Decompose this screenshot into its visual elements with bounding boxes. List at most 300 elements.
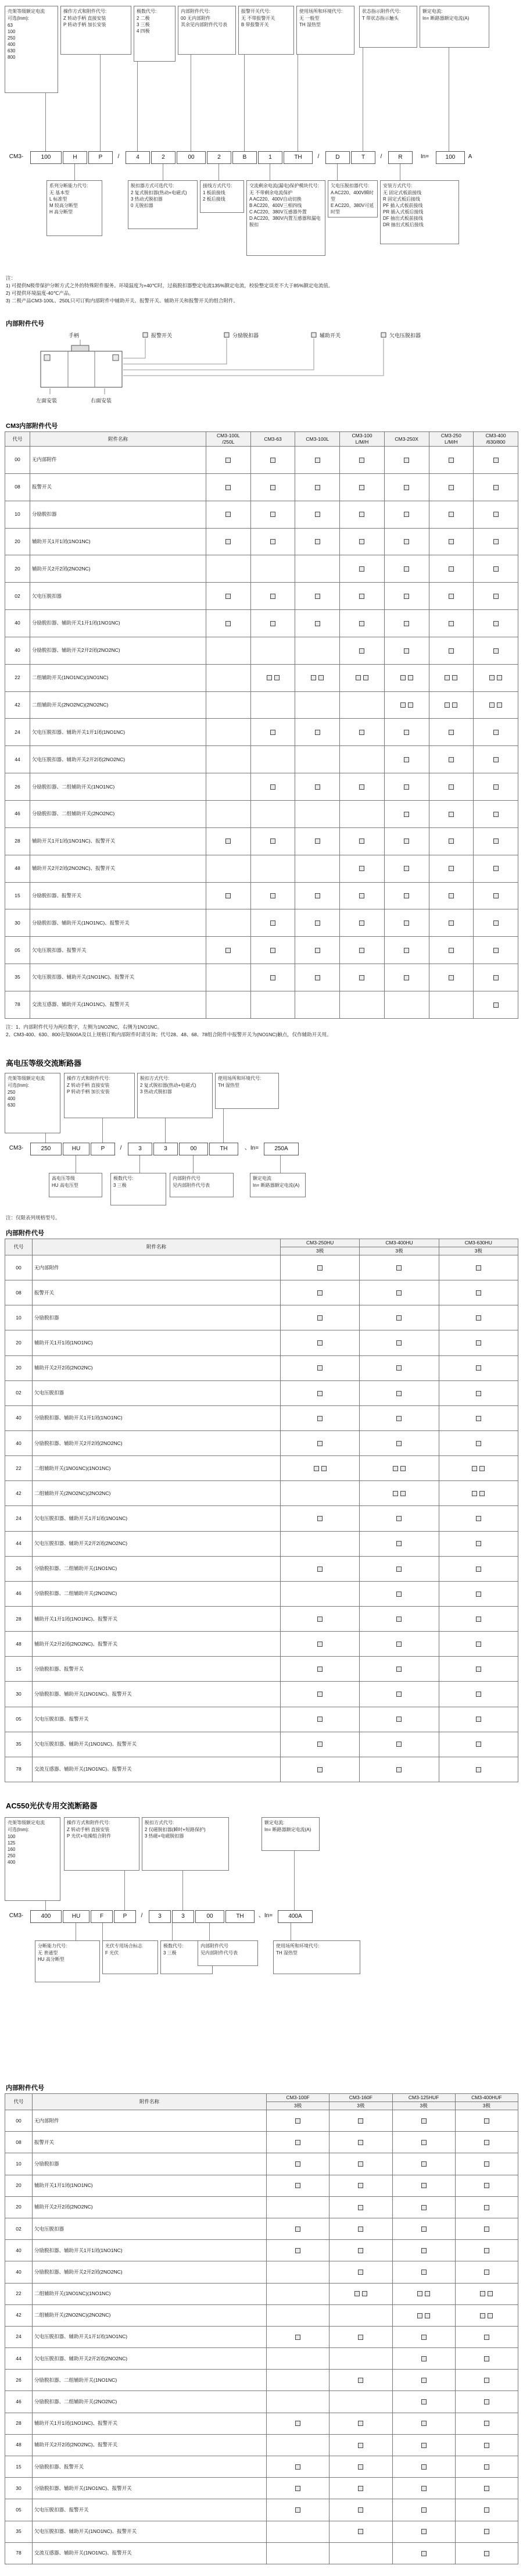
accessory-name: 欠电压脱扣器	[30, 583, 206, 610]
accessory-name: 交流互感器、辅助开关(1NO1NC)、报警开关	[30, 991, 206, 1018]
availability-cell	[360, 1506, 439, 1531]
availability-mark	[404, 566, 409, 572]
diagram-notes	[6, 274, 517, 305]
table-row	[5, 610, 518, 637]
availability-mark	[476, 1441, 481, 1446]
connector-line	[100, 55, 101, 151]
table-row	[5, 2175, 518, 2196]
availability-cell	[267, 2456, 329, 2478]
availability-mark	[396, 1441, 402, 1446]
annotation-item: 125	[8, 1840, 16, 1846]
availability-mark	[476, 1541, 481, 1546]
table-row	[5, 773, 518, 801]
availability-cell	[360, 1280, 439, 1305]
annotation-box-top	[142, 1817, 229, 1871]
annotation-title: 额定电流:	[264, 1820, 285, 1825]
availability-mark	[270, 893, 275, 898]
accessory-code: 40	[5, 1430, 33, 1455]
availability-mark	[225, 594, 231, 599]
annotation-item: 见内部附件代号表	[173, 1183, 210, 1188]
availability-mark	[479, 1466, 485, 1471]
model-code-box: 00	[177, 151, 206, 164]
annotation-item: In= 断路器额定电流(A)	[253, 1183, 300, 1188]
availability-mark	[314, 1466, 319, 1471]
availability-cell	[455, 2413, 518, 2434]
availability-cell	[384, 991, 429, 1018]
availability-cell	[474, 501, 518, 528]
availability-mark	[476, 1742, 481, 1747]
availability-cell	[360, 1355, 439, 1380]
annotation-title: 分断能力代号:	[38, 1943, 67, 1949]
annotation-title: 可选(Inm):	[8, 1827, 29, 1832]
availability-cell	[281, 1657, 360, 1682]
availability-cell	[250, 501, 295, 528]
accessory-name: 分励脱扣器、二组辅助开关(2NO2NC)	[33, 2391, 267, 2413]
table-row	[5, 719, 518, 746]
availability-mark	[484, 2205, 489, 2210]
annotation-item: P 光伏+电操组合附件	[67, 1833, 112, 1839]
availability-cell	[392, 2521, 455, 2542]
accessory-code: 08	[5, 2132, 33, 2153]
accessory-code: 22	[5, 664, 30, 691]
table-row	[5, 2218, 518, 2239]
availability-mark	[488, 2291, 493, 2296]
annotation-item: P 转动手柄 加长安装	[63, 22, 106, 27]
annotation-box-top	[420, 6, 489, 48]
availability-cell	[250, 719, 295, 746]
availability-mark	[449, 839, 454, 844]
accessory-name: 辅助开关1开1闭(1NO1NC)	[33, 1330, 281, 1355]
availability-cell	[384, 555, 429, 583]
availability-cell	[267, 2348, 329, 2370]
annotation-title: 极数代号:	[137, 9, 157, 14]
model-code-box: P	[91, 1143, 115, 1155]
availability-cell	[439, 1632, 518, 1657]
notes-label: 注：	[6, 275, 16, 281]
model-code-box: 100	[436, 151, 465, 164]
availability-mark	[317, 1391, 323, 1396]
availability-cell	[329, 2261, 392, 2283]
availability-mark	[421, 2140, 427, 2145]
accessory-code: 10	[5, 2153, 33, 2175]
availability-cell	[384, 882, 429, 909]
annotation-title: 额定电流	[253, 1176, 271, 1181]
accessory-code: 10	[5, 501, 30, 528]
annotation-item: 250	[8, 1090, 16, 1095]
availability-cell	[392, 2478, 455, 2499]
annotation-item: 00 无内部附件	[181, 16, 211, 21]
accessory-name: 分励脱扣器	[33, 1305, 281, 1330]
availability-mark	[421, 2356, 427, 2361]
availability-cell	[392, 2153, 455, 2175]
availability-cell	[250, 691, 295, 719]
availability-cell	[439, 1581, 518, 1606]
availability-cell	[429, 800, 474, 827]
annotation-item: E AC220、380V可延时型	[331, 203, 374, 215]
availability-mark	[493, 621, 499, 626]
col-subheader-poles: 3极	[439, 1247, 518, 1255]
accessory-name: 辅助开关2开2闭(2NO2NC)、报警开关	[33, 1632, 281, 1657]
availability-mark	[315, 948, 320, 953]
annotation-item: 3 三极	[163, 1950, 177, 1956]
annotation-item: B AC220、400V三相四线	[249, 203, 302, 208]
annotation-title: 脱扣方式代号:	[145, 1820, 174, 1825]
availability-mark	[425, 2291, 430, 2296]
section3-title: AC550光伏专用交流断路器	[6, 1801, 98, 1810]
availability-mark	[404, 594, 409, 599]
model-code-box: TH	[209, 1143, 238, 1155]
availability-mark	[493, 866, 499, 871]
availability-mark	[421, 2227, 427, 2232]
availability-cell	[429, 583, 474, 610]
col-subheader-poles: 3极	[360, 1247, 439, 1255]
accessory-code: 48	[5, 2434, 33, 2456]
col-header-product: CM3-250 L/M/H	[429, 432, 474, 447]
accessory-code: 20	[5, 528, 30, 555]
accessory-code: 15	[5, 2456, 33, 2478]
annotation-box-top	[296, 6, 354, 55]
availability-mark	[358, 2486, 363, 2491]
availability-mark	[452, 702, 457, 708]
availability-mark	[484, 2464, 489, 2470]
availability-mark	[295, 2464, 300, 2470]
availability-cell	[295, 800, 340, 827]
availability-cell	[340, 528, 385, 555]
availability-cell	[267, 2499, 329, 2521]
annotation-item: In= 断路器额定电流(A)	[422, 16, 470, 21]
pv-ordering-diagram	[0, 1817, 523, 2067]
table-row	[5, 1456, 518, 1481]
accessory-code: 15	[5, 1657, 33, 1682]
availability-mark	[274, 675, 280, 680]
table-row	[5, 2478, 518, 2499]
availability-mark	[315, 730, 320, 735]
table-row	[5, 2261, 518, 2283]
availability-cell	[392, 2370, 455, 2391]
model-code-text: /	[317, 154, 320, 160]
annotation-title: 欠电压脱扣器代号:	[331, 183, 370, 188]
availability-mark	[317, 1416, 323, 1421]
accessory-name: 欠电压脱扣器、报警开关	[33, 2499, 267, 2521]
availability-cell	[429, 964, 474, 991]
availability-cell	[329, 2304, 392, 2326]
availability-cell	[206, 528, 251, 555]
annotation-item: HU 高电压型	[52, 1183, 78, 1188]
accessory-name: 欠电压脱扣器、辅助开关(1NO1NC)、报警开关	[33, 1732, 281, 1757]
availability-cell	[439, 1456, 518, 1481]
availability-mark	[449, 975, 454, 980]
accessory-location-figure	[6, 329, 517, 416]
availability-cell	[295, 964, 340, 991]
accessory-code: 22	[5, 1456, 33, 1481]
annotation-item: L 标准型	[49, 197, 67, 202]
availability-cell	[439, 1556, 518, 1581]
accessory-name: 辅助开关2开2闭(2NO2NC)	[33, 2196, 267, 2218]
availability-mark	[449, 893, 454, 898]
availability-mark	[404, 512, 409, 517]
col-header-product: CM3-400 /630/800	[474, 432, 518, 447]
availability-mark	[396, 1592, 402, 1597]
availability-cell	[267, 2521, 329, 2542]
availability-mark	[295, 2161, 300, 2167]
availability-mark	[317, 1717, 323, 1722]
annotation-box-top	[60, 6, 131, 55]
availability-mark	[315, 784, 320, 790]
accessory-code: 40	[5, 2261, 33, 2283]
availability-cell	[429, 991, 474, 1018]
model-code-box: 00	[179, 1143, 208, 1155]
annotation-item: TH 湿热型	[276, 1950, 298, 1956]
availability-mark	[359, 893, 364, 898]
availability-mark	[484, 2378, 489, 2383]
availability-mark	[493, 920, 499, 926]
availability-cell	[295, 637, 340, 664]
availability-mark	[404, 485, 409, 490]
availability-cell	[295, 691, 340, 719]
accessory-name: 辅助开关1开1闭(1NO1NC)、报警开关	[30, 827, 206, 855]
availability-mark	[359, 948, 364, 953]
availability-mark	[493, 512, 499, 517]
table-row	[5, 1380, 518, 1405]
accessory-code: 08	[5, 473, 30, 501]
availability-cell	[474, 691, 518, 719]
availability-mark	[396, 1340, 402, 1346]
availability-cell	[439, 1757, 518, 1782]
availability-cell	[455, 2304, 518, 2326]
connector-line	[124, 1871, 125, 1910]
model-code-text: CM3-	[9, 1913, 24, 1919]
availability-mark	[484, 2183, 489, 2188]
availability-cell	[439, 1606, 518, 1631]
availability-cell	[429, 882, 474, 909]
availability-mark	[362, 2291, 367, 2296]
availability-cell	[329, 2175, 392, 2196]
annotation-item: 800	[8, 55, 16, 60]
accessory-code: 26	[5, 2370, 33, 2391]
availability-cell	[429, 855, 474, 882]
annotation-item: 160	[8, 1847, 16, 1852]
annotation-box-bottom	[170, 1173, 234, 1197]
undervoltage-label: 欠电压脱扣器	[389, 333, 421, 338]
annotation-item: In= 断路器额定电流(A)	[264, 1827, 311, 1832]
availability-cell	[295, 909, 340, 937]
accessory-code: 20	[5, 2196, 33, 2218]
annotation-box-bottom	[250, 1173, 306, 1197]
availability-cell	[474, 909, 518, 937]
availability-mark	[270, 485, 275, 490]
accessory-code: 26	[5, 773, 30, 801]
model-code-box: T	[351, 151, 375, 164]
accessory-code: 48	[5, 1632, 33, 1657]
model-code-box: 3	[172, 1910, 194, 1923]
annotation-item: A AC220、400V自动切换	[249, 197, 302, 202]
table-row	[5, 501, 518, 528]
availability-mark	[449, 539, 454, 544]
accessory-code: 20	[5, 1330, 33, 1355]
availability-cell	[329, 2132, 392, 2153]
availability-mark	[311, 675, 316, 680]
availability-cell	[340, 664, 385, 691]
availability-mark	[359, 458, 364, 463]
table-row	[5, 1757, 518, 1782]
table-row	[5, 1531, 518, 1556]
availability-cell	[474, 937, 518, 964]
availability-mark	[358, 2183, 363, 2188]
availability-cell	[360, 1632, 439, 1657]
shunt-label: 分励脱扣器	[232, 333, 259, 338]
table-row	[5, 2434, 518, 2456]
annotation-box-top	[5, 1073, 60, 1133]
availability-mark	[493, 485, 499, 490]
availability-cell	[250, 937, 295, 964]
annotation-item: 其余见内部附件代号表	[181, 22, 227, 27]
availability-cell	[360, 1380, 439, 1405]
aux-switch-icon	[311, 333, 316, 337]
connector-line	[45, 93, 46, 151]
availability-cell	[340, 746, 385, 773]
availability-mark	[493, 1002, 499, 1008]
availability-mark	[396, 1290, 402, 1296]
accessory-code: 42	[5, 1481, 33, 1506]
col-header-product: CM3-400HUF	[455, 2094, 518, 2102]
availability-cell	[455, 2240, 518, 2261]
availability-mark	[493, 839, 499, 844]
availability-cell	[429, 664, 474, 691]
undervoltage-icon	[381, 333, 386, 337]
availability-cell	[267, 2542, 329, 2564]
accessory-code: 22	[5, 2283, 33, 2304]
annotation-item: TH 湿热型	[218, 1083, 239, 1088]
availability-mark	[476, 1365, 481, 1371]
annotation-item: C AC220、380V互感器外置	[249, 209, 307, 215]
availability-cell	[206, 610, 251, 637]
model-code-box: P	[88, 151, 113, 164]
accessory-code: 42	[5, 2304, 33, 2326]
accessory-name: 分励脱扣器	[33, 2153, 267, 2175]
annotation-item: PF 插入式板前接线	[383, 203, 423, 208]
accessory-name: 分励脱扣器、辅助开关(1NO1NC)、报警开关	[30, 909, 206, 937]
table-row	[5, 937, 518, 964]
table-row	[5, 882, 518, 909]
availability-cell	[206, 583, 251, 610]
table-row	[5, 1682, 518, 1707]
connector-line	[45, 1901, 46, 1910]
availability-mark	[225, 893, 231, 898]
availability-mark	[476, 1340, 481, 1346]
availability-cell	[392, 2175, 455, 2196]
availability-cell	[455, 2478, 518, 2499]
annotation-item: 无 不带报警开关	[241, 16, 275, 21]
availability-mark	[295, 2227, 300, 2232]
col-header-code: 代号	[5, 2094, 33, 2110]
availability-mark	[358, 2161, 363, 2167]
availability-cell	[455, 2521, 518, 2542]
availability-cell	[360, 1606, 439, 1631]
annotation-title: 内部附件代号	[173, 1176, 200, 1181]
connector-line	[102, 1118, 103, 1143]
availability-mark	[404, 757, 409, 762]
availability-mark	[225, 948, 231, 953]
table-row	[5, 1305, 518, 1330]
connector-line	[172, 1923, 173, 1940]
availability-cell	[295, 991, 340, 1018]
availability-mark	[359, 594, 364, 599]
availability-cell	[267, 2283, 329, 2304]
availability-mark	[421, 2464, 427, 2470]
availability-mark	[493, 948, 499, 953]
availability-cell	[439, 1430, 518, 1455]
availability-mark	[315, 893, 320, 898]
annotation-title: 脱扣器方式可选代号:	[131, 183, 174, 188]
availability-mark	[421, 2529, 427, 2534]
availability-cell	[360, 1682, 439, 1707]
availability-mark	[358, 2464, 363, 2470]
availability-cell	[392, 2304, 455, 2326]
availability-mark	[421, 2335, 427, 2340]
table-row	[5, 991, 518, 1018]
availability-mark	[476, 1567, 481, 1572]
accessory-name: 分励脱扣器、报警开关	[33, 2456, 267, 2478]
availability-mark	[476, 1391, 481, 1396]
availability-mark	[270, 621, 275, 626]
annotation-box-bottom	[200, 180, 244, 213]
model-code-box: 4	[126, 151, 150, 164]
accessory-code: 30	[5, 909, 30, 937]
annotation-item: 400	[8, 1096, 16, 1101]
availability-cell	[206, 773, 251, 801]
table-row	[5, 746, 518, 773]
annotation-item: M 较高分断型	[49, 203, 78, 208]
annotation-box-bottom	[380, 180, 459, 244]
availability-cell	[429, 473, 474, 501]
accessory-name: 报警开关	[30, 473, 206, 501]
availability-mark	[476, 1315, 481, 1321]
availability-cell	[206, 800, 251, 827]
availability-mark	[270, 512, 275, 517]
availability-cell	[360, 1657, 439, 1682]
table1-title: CM3内部附件代号	[6, 423, 58, 430]
accessory-name: 欠电压脱扣器、辅助开关(1NO1NC)、报警开关	[33, 2521, 267, 2542]
table-row	[5, 1506, 518, 1531]
accessory-code: 40	[5, 1405, 33, 1430]
model-code-box: 2	[207, 151, 231, 164]
availability-cell	[360, 1430, 439, 1455]
cm3-accessory-table	[5, 431, 518, 1019]
accessory-name: 分励脱扣器、二组辅助开关(2NO2NC)	[33, 1581, 281, 1606]
accessory-name: 分励脱扣器、辅助开关2开2闭(2NO2NC)	[30, 637, 206, 664]
availability-cell	[206, 473, 251, 501]
availability-mark	[317, 1516, 323, 1521]
availability-mark	[484, 2161, 489, 2167]
availability-cell	[455, 2153, 518, 2175]
availability-cell	[329, 2153, 392, 2175]
availability-mark	[363, 675, 368, 680]
col-header-code: 代号	[5, 432, 30, 447]
leader-line	[123, 338, 227, 364]
availability-mark	[421, 2270, 427, 2275]
availability-cell	[392, 2261, 455, 2283]
availability-mark	[317, 1441, 323, 1446]
accessory-code: 02	[5, 583, 30, 610]
availability-cell	[360, 1707, 439, 1732]
connector-line	[294, 1851, 295, 1910]
accessory-name: 分励脱扣器、二组辅助开关(1NO1NC)	[30, 773, 206, 801]
availability-mark	[476, 1667, 481, 1672]
alarm-label: 报警开关	[151, 333, 173, 338]
availability-mark	[359, 866, 364, 871]
availability-mark	[315, 539, 320, 544]
availability-cell	[455, 2196, 518, 2218]
